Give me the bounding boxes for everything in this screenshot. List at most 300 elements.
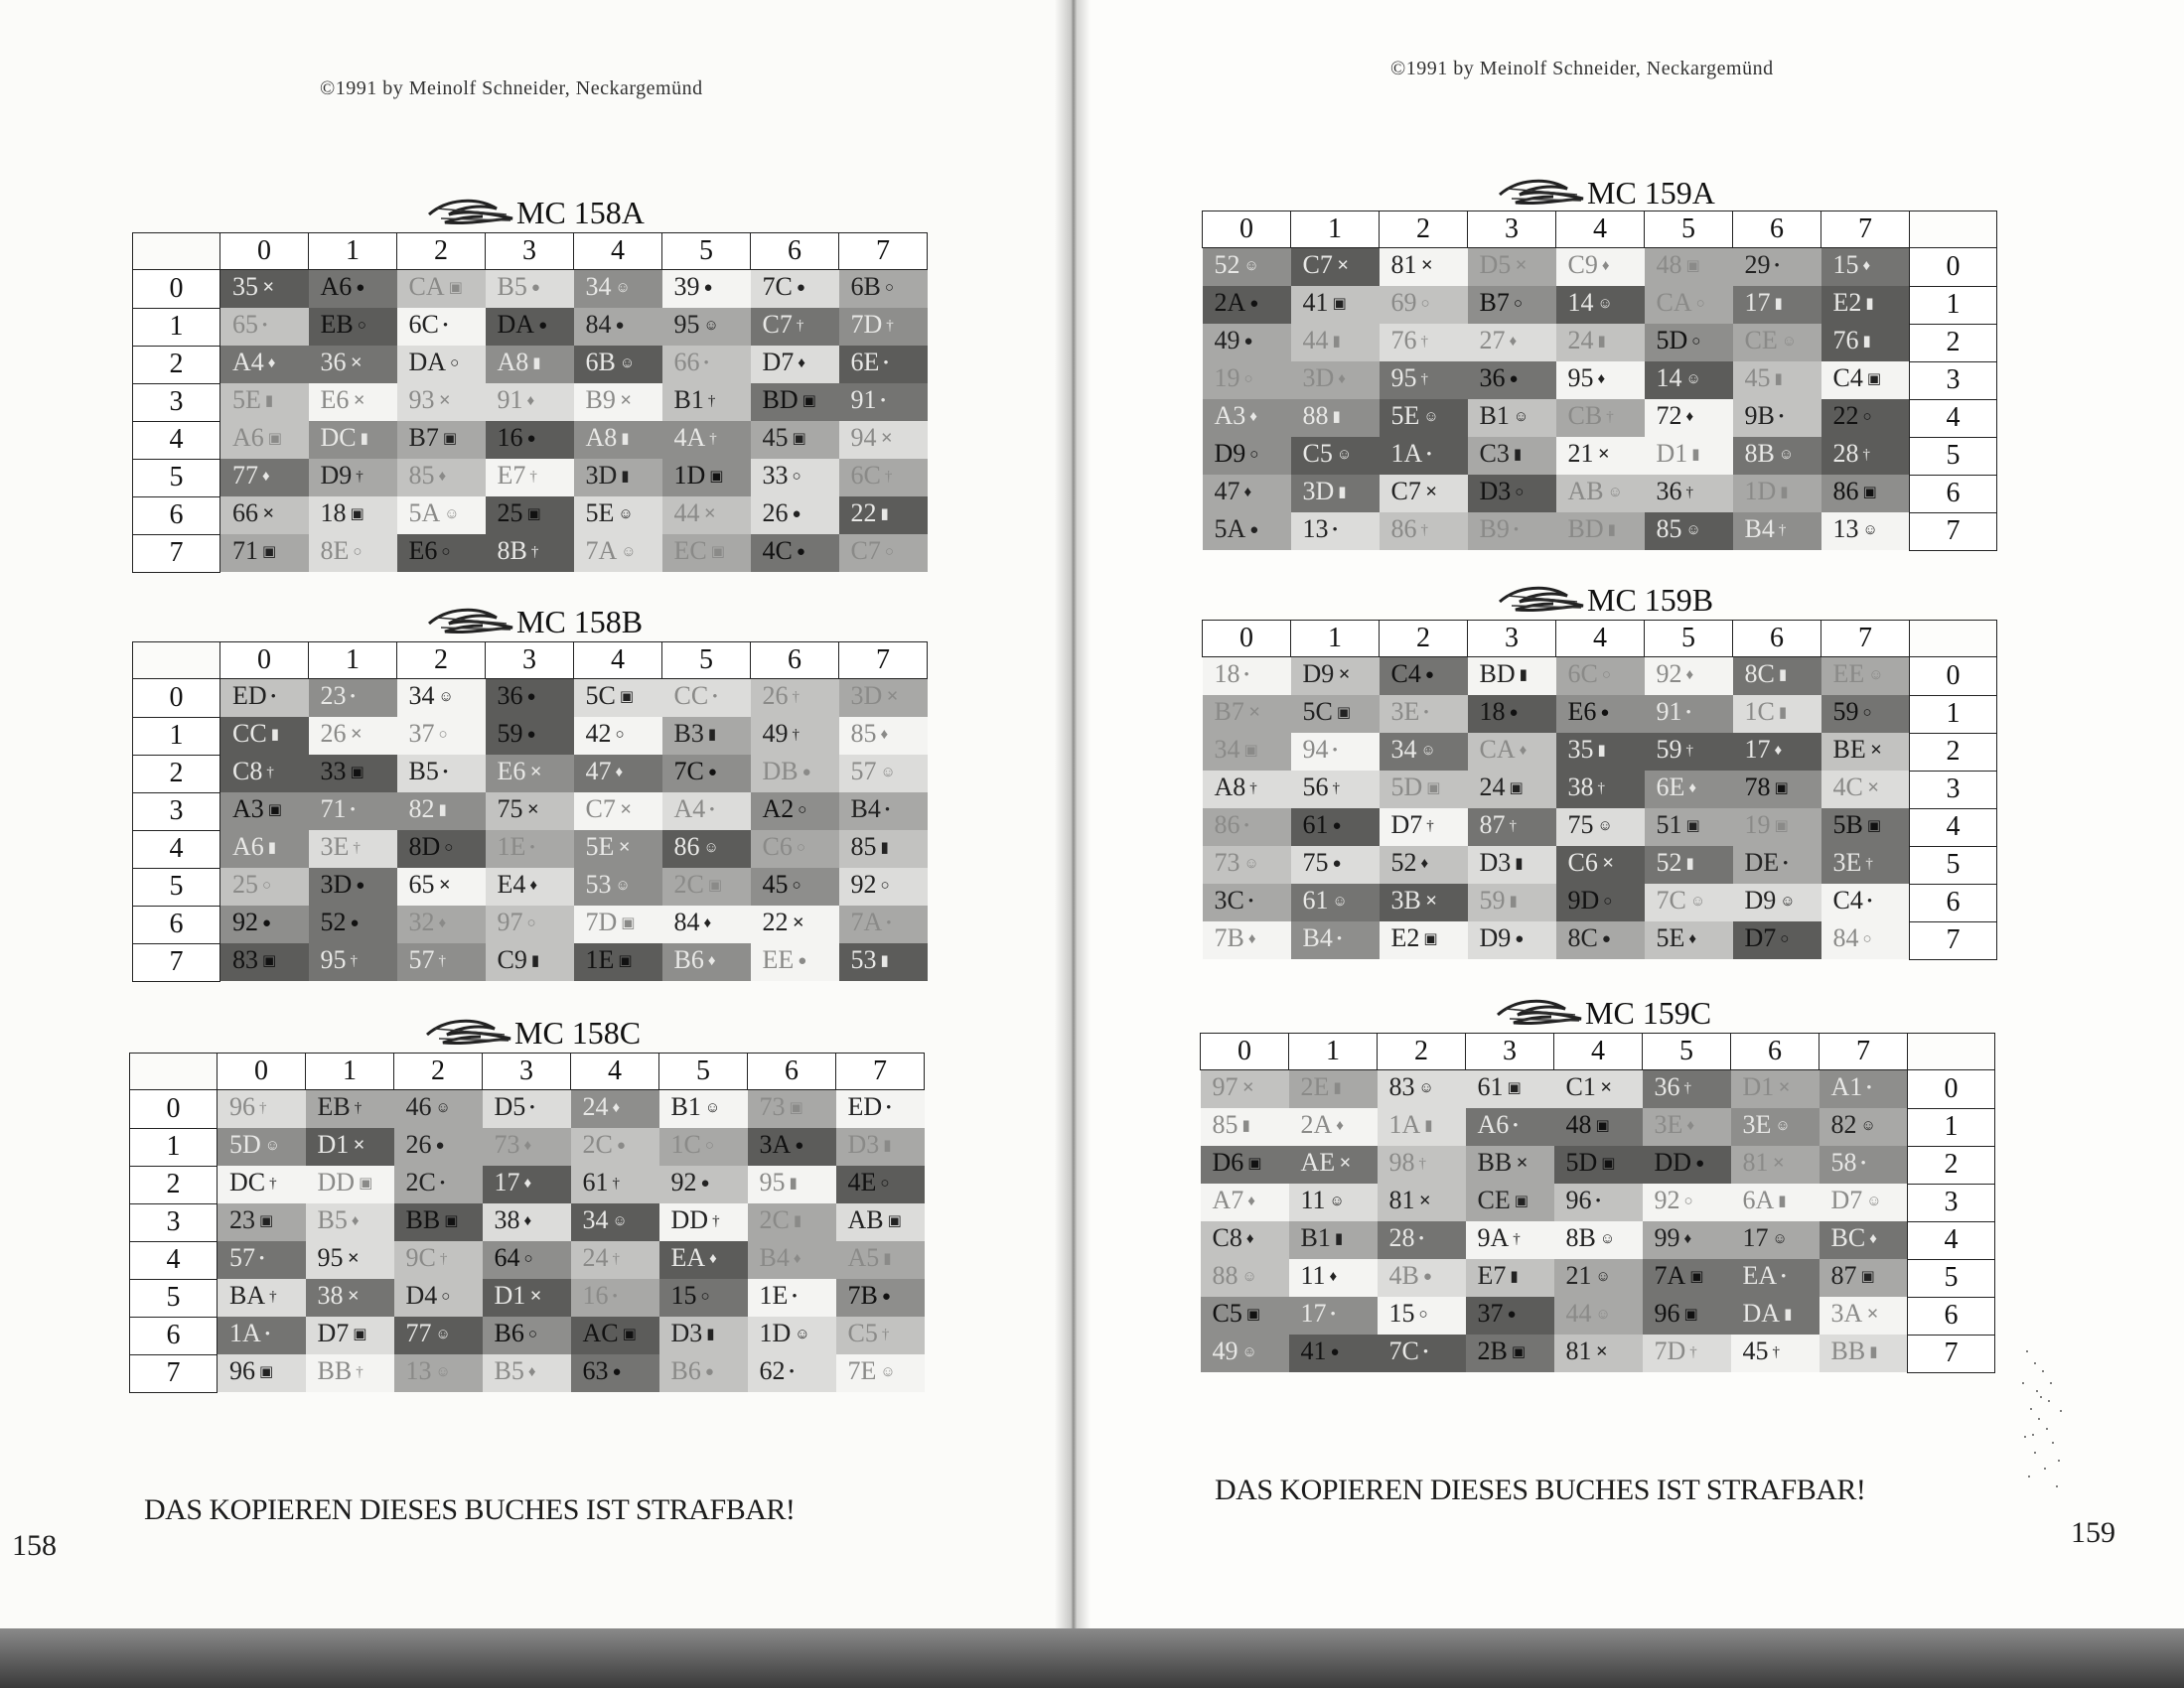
cell-code: 87	[1830, 1261, 1857, 1290]
code-cell	[1645, 846, 1733, 884]
code-cell	[397, 755, 486, 792]
cell-code: DA	[1742, 1299, 1781, 1328]
code-cell	[839, 679, 928, 718]
code-cell	[751, 270, 839, 309]
cell-code: 96	[1565, 1186, 1592, 1214]
cell-symbol-icon: ▮	[1509, 894, 1518, 910]
cell-code: 18	[320, 498, 347, 527]
code-cell	[1821, 248, 1910, 287]
cell-symbol-icon: ○	[438, 727, 448, 743]
row-header: 3	[133, 383, 220, 421]
cell-symbol-icon: ♦	[262, 469, 270, 485]
cell-symbol-icon: ☺	[1860, 1118, 1876, 1134]
cell-symbol-icon: ▮	[880, 506, 889, 522]
cell-symbol-icon: ○	[1420, 296, 1430, 312]
code-cell	[1466, 1221, 1554, 1259]
code-cell	[751, 383, 839, 421]
code-cell	[218, 1317, 306, 1354]
cell-code: 5E	[1656, 923, 1685, 952]
cell-symbol-icon: ▮	[1338, 485, 1347, 500]
code-cell	[220, 308, 309, 346]
column-header: 6	[751, 233, 839, 270]
column-header: 3	[1468, 211, 1556, 248]
code-cell	[1203, 846, 1291, 884]
cell-code: 34	[1390, 735, 1417, 764]
code-cell	[309, 346, 397, 383]
cell-code: E6	[1567, 697, 1597, 726]
code-cell	[659, 1128, 748, 1166]
row-header: 3	[130, 1203, 218, 1241]
code-cell	[662, 792, 751, 830]
code-table	[1202, 620, 1997, 960]
cell-code: 44	[673, 498, 700, 527]
cell-symbol-icon: ▣	[789, 1100, 803, 1116]
code-cell	[397, 421, 486, 459]
code-table	[129, 1053, 925, 1393]
right-page-number: 159	[2071, 1516, 2115, 1549]
cell-code: A7	[1212, 1186, 1244, 1214]
cell-symbol-icon: ☺	[1423, 409, 1439, 425]
code-cell	[839, 868, 928, 906]
cell-symbol-icon: ○	[1249, 447, 1259, 463]
cell-code: EE	[1832, 659, 1865, 688]
cell-code: B7	[408, 423, 439, 452]
code-cell	[1291, 324, 1380, 361]
code-cell	[394, 1166, 483, 1203]
cell-symbol-icon: ♦	[527, 1364, 536, 1380]
cell-symbol-icon: ☺	[438, 689, 454, 705]
code-cell	[574, 943, 662, 981]
cell-symbol-icon: ☺	[795, 1327, 810, 1342]
code-cell	[1380, 475, 1468, 512]
code-cell	[1291, 475, 1380, 512]
code-cell	[662, 755, 751, 792]
cell-code: EB	[320, 310, 354, 339]
code-cell	[574, 717, 662, 755]
table-row	[1203, 248, 1997, 287]
code-cell	[659, 1166, 748, 1203]
cell-symbol-icon: †	[530, 544, 539, 560]
code-cell	[1554, 1146, 1643, 1184]
cell-symbol-icon: ▣	[618, 953, 633, 969]
cell-code: A5	[847, 1243, 880, 1272]
row-header: 4	[133, 830, 220, 868]
column-header: 5	[1645, 621, 1733, 657]
cell-symbol-icon: ✕	[1772, 1156, 1786, 1172]
cell-symbol-icon: •	[1783, 856, 1789, 872]
cell-code: 1D	[1744, 477, 1777, 505]
cell-code: AE	[1300, 1148, 1336, 1177]
row-header: 7	[133, 943, 220, 981]
cell-code: 11	[1300, 1186, 1326, 1214]
table-row	[1203, 657, 1997, 696]
cell-symbol-icon: ○	[523, 1251, 533, 1267]
cell-symbol-icon: ▣	[444, 1213, 459, 1229]
code-cell	[662, 906, 751, 943]
cell-code: ED	[847, 1092, 883, 1121]
code-cell	[1821, 695, 1910, 733]
cell-symbol-icon: †	[1865, 856, 1873, 872]
cell-symbol-icon: ▮	[789, 1176, 798, 1192]
cell-symbol-icon: ○	[1862, 409, 1872, 425]
cell-code: D5	[494, 1092, 526, 1121]
cell-code: 91	[497, 385, 523, 414]
code-cell	[1733, 512, 1821, 550]
cell-symbol-icon: ♦	[1683, 1231, 1692, 1247]
cell-symbol-icon: ✕	[880, 431, 894, 447]
code-cell	[309, 717, 397, 755]
row-header: 6	[133, 496, 220, 534]
code-cell	[486, 383, 574, 421]
cell-code: 73	[494, 1130, 520, 1159]
cell-code: 5C	[1302, 697, 1333, 726]
code-cell	[1820, 1070, 1908, 1109]
cell-code: 7E	[847, 1356, 877, 1385]
code-cell	[486, 421, 574, 459]
cell-symbol-icon: ▣	[1507, 1080, 1522, 1096]
cell-symbol-icon: †	[1862, 447, 1870, 463]
code-table	[132, 232, 928, 573]
code-cell	[306, 1128, 394, 1166]
cell-code: A8	[1214, 773, 1246, 801]
code-cell	[751, 717, 839, 755]
cell-code: 85	[1212, 1110, 1238, 1139]
cell-code: 92	[850, 870, 877, 899]
column-header: 1	[306, 1054, 394, 1090]
code-cell	[839, 717, 928, 755]
cell-symbol-icon: ●	[356, 280, 365, 296]
cell-code: 81	[1390, 250, 1417, 279]
cell-symbol-icon: ▣	[621, 915, 636, 931]
column-header: 4	[574, 233, 662, 270]
cell-code: 15	[1388, 1299, 1415, 1328]
cell-symbol-icon: ▮	[1607, 522, 1616, 538]
cell-code: E6	[497, 757, 526, 785]
table-row	[133, 459, 928, 496]
cell-code: EA	[670, 1243, 706, 1272]
cell-code: 3C	[1214, 886, 1244, 914]
cell-symbol-icon: ♦	[1688, 780, 1697, 796]
cell-symbol-icon: ●	[350, 915, 360, 931]
code-cell	[1291, 657, 1380, 696]
scan-speck	[2026, 1350, 2028, 1352]
cell-symbol-icon: •	[612, 1289, 618, 1305]
code-cell	[1203, 921, 1291, 959]
code-cell	[220, 830, 309, 868]
table-row	[130, 1203, 925, 1241]
code-cell	[1821, 921, 1910, 959]
cell-symbol-icon: ♦	[438, 469, 447, 485]
cell-symbol-icon: ♦	[1688, 931, 1697, 947]
code-cell	[1468, 286, 1556, 324]
column-header: 3	[486, 642, 574, 679]
code-cell	[748, 1354, 836, 1392]
code-cell	[1733, 884, 1821, 921]
cell-code: A6	[232, 832, 264, 861]
code-cell	[397, 308, 486, 346]
code-cell	[839, 792, 928, 830]
column-header: 4	[1554, 1034, 1643, 1070]
code-cell	[1731, 1335, 1820, 1372]
code-cell	[1645, 695, 1733, 733]
cell-code: 25	[497, 498, 523, 527]
cell-code: 63	[582, 1356, 609, 1385]
cell-symbol-icon: ✕	[1599, 1080, 1613, 1096]
scan-speck	[2046, 1428, 2048, 1430]
cell-symbol-icon: ●	[1332, 856, 1342, 872]
cell-symbol-icon: ○	[526, 915, 536, 931]
cell-symbol-icon: ▣	[1866, 818, 1882, 834]
table-row	[1203, 921, 1997, 959]
row-header: 2	[130, 1166, 218, 1203]
cell-symbol-icon: ♦	[1245, 1231, 1254, 1247]
cell-symbol-icon: ○	[884, 544, 894, 560]
cell-symbol-icon: ☺	[619, 355, 636, 371]
cell-code: 44	[1565, 1299, 1592, 1328]
cell-symbol-icon: ♦	[1774, 743, 1783, 759]
table-row	[133, 906, 928, 943]
cell-symbol-icon: ☺	[264, 1138, 281, 1154]
cell-code: 6B	[585, 348, 616, 376]
cell-code: 95	[1567, 363, 1594, 392]
cell-symbol-icon: ☺	[435, 1100, 451, 1116]
cell-symbol-icon: ☺	[1689, 894, 1706, 910]
cell-code: 96	[1654, 1299, 1680, 1328]
cell-code: 35	[1567, 735, 1594, 764]
scan-speck	[2044, 1468, 2046, 1470]
cell-code: D1	[1742, 1072, 1775, 1101]
code-cell	[1820, 1108, 1908, 1146]
cell-code: 3E	[1390, 697, 1420, 726]
cell-symbol-icon: ▮	[264, 393, 274, 409]
cell-code: DB	[762, 757, 799, 785]
code-cell	[220, 383, 309, 421]
code-cell	[1201, 1070, 1289, 1109]
code-cell	[836, 1317, 925, 1354]
cell-symbol-icon: ☺	[1685, 522, 1701, 538]
table-row	[1203, 733, 1997, 771]
cell-code: D5	[1479, 250, 1512, 279]
cell-symbol-icon: †	[354, 1100, 363, 1116]
cell-code: 4C	[762, 536, 793, 565]
cell-code: 3D	[585, 461, 618, 490]
code-cell	[1466, 1335, 1554, 1372]
code-cell	[220, 496, 309, 534]
cell-symbol-icon: ♦	[523, 1213, 532, 1229]
cell-symbol-icon: ✕	[1778, 1080, 1791, 1096]
code-cell	[394, 1241, 483, 1279]
cell-symbol-icon: ○	[450, 355, 460, 371]
cell-symbol-icon: ☺	[880, 1364, 896, 1380]
cell-symbol-icon: ☺	[1866, 1194, 1882, 1209]
code-cell	[574, 308, 662, 346]
cell-symbol-icon: †	[353, 840, 361, 856]
cell-symbol-icon: ▣	[1247, 1156, 1262, 1172]
swirl-logo-icon	[1498, 175, 1587, 211]
cell-code: 1A	[229, 1319, 261, 1347]
code-cell	[1203, 324, 1291, 361]
cell-symbol-icon: •	[259, 1251, 265, 1267]
code-cell	[1291, 884, 1380, 921]
cell-symbol-icon: ▮	[1515, 856, 1524, 872]
code-cell	[574, 679, 662, 718]
cell-code: B5	[497, 272, 527, 301]
cell-code: A3	[1214, 401, 1246, 430]
cell-code: 7B	[1214, 923, 1244, 952]
code-cell	[1645, 771, 1733, 808]
row-header: 7	[133, 534, 220, 572]
scan-speck	[2052, 1442, 2054, 1444]
cell-symbol-icon: ○	[700, 1289, 710, 1305]
column-header: 7	[839, 233, 928, 270]
code-cell	[1468, 437, 1556, 475]
cell-symbol-icon: ☺	[1772, 1231, 1788, 1247]
code-cell	[839, 755, 928, 792]
cell-symbol-icon: ○	[1780, 931, 1790, 947]
code-cell	[1291, 286, 1380, 324]
cell-symbol-icon: ▮	[1424, 1118, 1433, 1134]
code-cell	[1291, 808, 1380, 846]
cell-symbol-icon: ●	[792, 506, 801, 522]
cell-code: 36	[1654, 1072, 1680, 1101]
code-cell	[1380, 399, 1468, 437]
code-cell	[748, 1090, 836, 1129]
code-cell	[1289, 1184, 1378, 1221]
row-header: 1	[130, 1128, 218, 1166]
cell-code: BC	[1830, 1223, 1866, 1252]
cell-code: 6B	[850, 272, 881, 301]
code-cell	[659, 1354, 748, 1392]
code-cell	[1289, 1146, 1378, 1184]
row-header: 7	[1910, 921, 1997, 959]
code-cell	[309, 459, 397, 496]
code-cell	[306, 1166, 394, 1203]
cell-symbol-icon: †	[1420, 522, 1428, 538]
cell-symbol-icon: ○	[1601, 667, 1611, 683]
right-footer-notice: DAS KOPIEREN DIESES BUCHES IST STRAFBAR!	[1215, 1474, 1866, 1506]
table-row	[130, 1279, 925, 1317]
cell-symbol-icon: ♦	[709, 1251, 717, 1267]
code-cell	[486, 534, 574, 572]
code-cell	[1468, 771, 1556, 808]
cell-symbol-icon: ✕	[792, 915, 805, 931]
code-cell	[574, 755, 662, 792]
code-cell	[397, 943, 486, 981]
cell-symbol-icon: ♦	[526, 393, 535, 409]
cell-code: D4	[405, 1281, 438, 1310]
cell-code: BB	[1830, 1336, 1866, 1365]
code-cell	[397, 496, 486, 534]
table-row	[133, 792, 928, 830]
cell-code: 5D	[1656, 326, 1688, 354]
cell-symbol-icon: ○	[880, 1176, 890, 1192]
code-cell	[574, 830, 662, 868]
row-header: 5	[130, 1279, 218, 1317]
cell-code: 61	[1302, 886, 1329, 914]
code-cell	[220, 755, 309, 792]
cell-symbol-icon: ●	[703, 280, 713, 296]
cell-code: A6	[232, 423, 264, 452]
cell-symbol-icon: ✕	[350, 355, 364, 371]
cell-code: 22	[1832, 401, 1859, 430]
cell-code: 28	[1388, 1223, 1415, 1252]
cell-code: 86	[673, 832, 700, 861]
cell-code: 81	[1388, 1186, 1415, 1214]
cell-symbol-icon: ✕	[1601, 856, 1615, 872]
row-header: 2	[133, 346, 220, 383]
cell-symbol-icon: ▣	[1689, 1269, 1704, 1285]
cell-symbol-icon: ▣	[1336, 705, 1352, 721]
cell-symbol-icon: ●	[1509, 371, 1519, 387]
cell-code: 2C	[582, 1130, 613, 1159]
cell-symbol-icon: •	[1774, 258, 1780, 274]
row-header: 3	[1910, 361, 1997, 399]
cell-symbol-icon: ●	[1422, 1269, 1432, 1285]
table-row	[133, 496, 928, 534]
cell-code: 26	[320, 719, 347, 748]
cell-symbol-icon: •	[886, 1100, 892, 1116]
code-cell	[1731, 1221, 1820, 1259]
column-header: 7	[839, 642, 928, 679]
cell-code: 7D	[585, 908, 618, 936]
cell-symbol-icon: •	[1330, 1307, 1336, 1323]
table-row	[1203, 286, 1997, 324]
code-cell	[836, 1354, 925, 1392]
cell-symbol-icon: ♦	[1519, 743, 1528, 759]
cell-code: 62	[759, 1356, 786, 1385]
code-cell	[1821, 771, 1910, 808]
code-cell	[1380, 512, 1468, 550]
table-corner	[1910, 211, 1997, 248]
cell-code: C7	[1302, 250, 1333, 279]
code-cell	[1645, 884, 1733, 921]
cell-symbol-icon: •	[262, 318, 268, 334]
cell-code: 48	[1565, 1110, 1592, 1139]
cell-symbol-icon: ▮	[1519, 667, 1528, 683]
row-header: 4	[1908, 1221, 1995, 1259]
cell-code: BB	[405, 1205, 441, 1234]
code-cell	[1468, 808, 1556, 846]
code-cell	[1643, 1259, 1731, 1297]
cell-code: 24	[1567, 326, 1594, 354]
cell-code: 97	[1212, 1072, 1238, 1101]
cell-code: 77	[405, 1319, 432, 1347]
code-cell	[571, 1241, 659, 1279]
cell-symbol-icon: †	[269, 1176, 277, 1192]
row-header: 0	[1910, 248, 1997, 287]
cell-code: D1	[1656, 439, 1688, 468]
cell-code: 3A	[1830, 1299, 1863, 1328]
cell-symbol-icon: ○	[262, 878, 272, 894]
table-title	[1585, 995, 1711, 1032]
cell-symbol-icon: ▣	[1774, 818, 1789, 834]
code-cell	[1380, 248, 1468, 287]
cell-symbol-icon: ▣	[267, 802, 282, 818]
cell-symbol-icon: ○	[357, 318, 366, 334]
scan-speck	[2034, 1452, 2036, 1454]
row-header: 3	[1908, 1184, 1995, 1221]
cell-code: B9	[585, 385, 616, 414]
table-row	[1201, 1070, 1995, 1109]
cell-symbol-icon: ▮	[706, 1327, 715, 1342]
column-header: 0	[1203, 211, 1291, 248]
cell-code: 7C	[762, 272, 793, 301]
code-cell	[662, 868, 751, 906]
column-header: 5	[659, 1054, 748, 1090]
cell-code: EC	[673, 536, 707, 565]
cell-symbol-icon: •	[1778, 409, 1785, 425]
column-header: 1	[1291, 211, 1380, 248]
